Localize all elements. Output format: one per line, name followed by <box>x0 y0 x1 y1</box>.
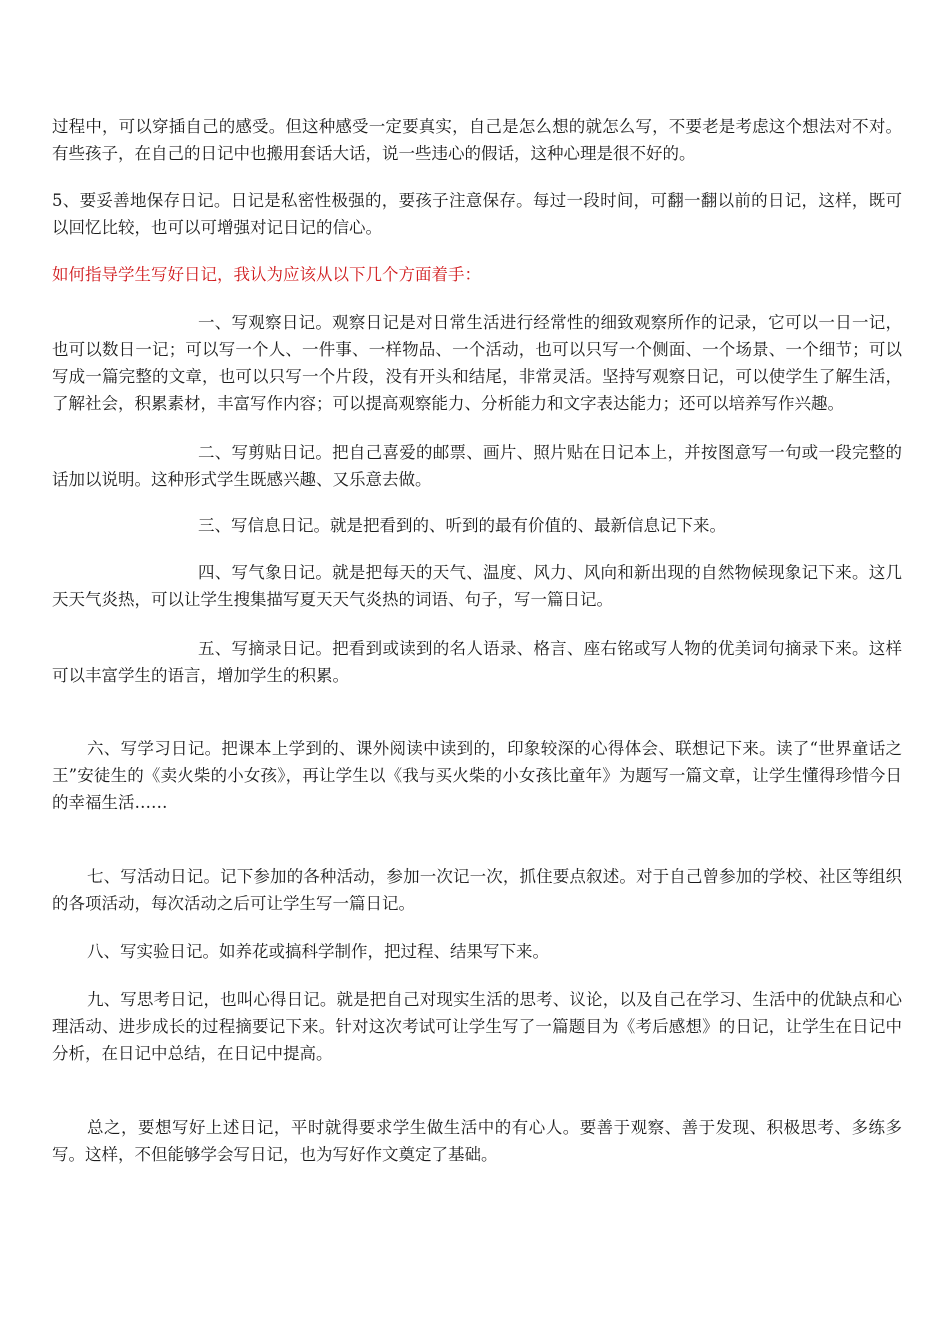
paragraph-feelings: 过程中，可以穿插自己的感受。但这种感受一定要真实，自己是怎么想的就怎么写，不要老是考虑这个想法对不对。有些孩子，在自己的日记中也搬用套话大话，说一些违心的假话，这种心理是很不好的。 <box>52 117 902 163</box>
item-weather-diary: 四、写气象日记。就是把每天的天气、温度、风力、风向和新出现的自然物候现象记下来。这几天天气炎热，可以让学生搜集描写夏天天气炎热的词语、句子，写一篇日记。 <box>52 563 902 609</box>
item-information-diary: 三、写信息日记。就是把看到的、听到的最有价值的、最新信息记下来。 <box>198 516 726 535</box>
item-reflection-diary: 九、写思考日记，也叫心得日记。就是把自己对现实生活的思考、议论，以及自己在学习、生活中的优缺点和心理活动、进步成长的过程摘要记下来。针对这次考试可让学生写了一篇题目为《考后感想》的日记，让学生在日记中分析，在日记中总结，在日记中提高。 <box>52 990 902 1063</box>
item-observation-diary: 一、写观察日记。观察日记是对日常生活进行经常性的细致观察所作的记录，它可以一日一记，也可以数日一记；可以写一个人、一件事、一样物品、一个活动，也可以只写一个侧面、一个场景、一个细节；可以写成一篇完整的文章，也可以只写一个片段，没有开头和结尾，非常灵活。坚持写观察日记，可以使学生了解生活，了解社会，积累素材，丰富写作内容；可以提高观察能力、分析能力和文字表达能力；还可以培养写作兴趣。 <box>52 313 902 413</box>
conclusion-paragraph: 总之，要想写好上述日记，平时就得要求学生做生活中的有心人。要善于观察、善于发现、积极思考、多练多写。这样，不但能够学会写日记，也为写好作文奠定了基础。 <box>52 1118 902 1164</box>
paragraph-save-diary: 5、要妥善地保存日记。日记是私密性极强的，要孩子注意保存。每过一段时间，可翻一翻以前的日记，这样，既可以回忆比较，也可以可增强对记日记的信心。 <box>52 191 902 237</box>
item-scrapbook-diary: 二、写剪贴日记。把自己喜爱的邮票、画片、照片贴在日记本上，并按图意写一句或一段完整的话加以说明。这种形式学生既感兴趣、又乐意去做。 <box>52 443 902 489</box>
item-activity-diary: 七、写活动日记。记下参加的各种活动，参加一次记一次，抓住要点叙述。对于自己曾参加的学校、社区等组织的各项活动，每次活动之后可让学生写一篇日记。 <box>52 867 902 913</box>
item-experiment-diary: 八、写实验日记。如养花或搞科学制作，把过程、结果写下来。 <box>87 942 549 961</box>
section-heading: 如何指导学生写好日记，我认为应该从以下几个方面着手： <box>52 265 481 284</box>
item-excerpt-diary: 五、写摘录日记。把看到或读到的名人语录、格言、座右铭或写人物的优美词句摘录下来。这样可以丰富学生的语言，增加学生的积累。 <box>52 639 902 685</box>
document-page <box>52 113 902 1168</box>
item-study-diary: 六、写学习日记。把课本上学到的、课外阅读中读到的，印象较深的心得体会、联想记下来。读了“世界童话之王”安徒生的《卖火柴的小女孩》，再让学生以《我与买火柴的小女孩比童年》为题写一篇文章，让学生懂得珍惜今日的幸福生活…… <box>52 739 902 812</box>
